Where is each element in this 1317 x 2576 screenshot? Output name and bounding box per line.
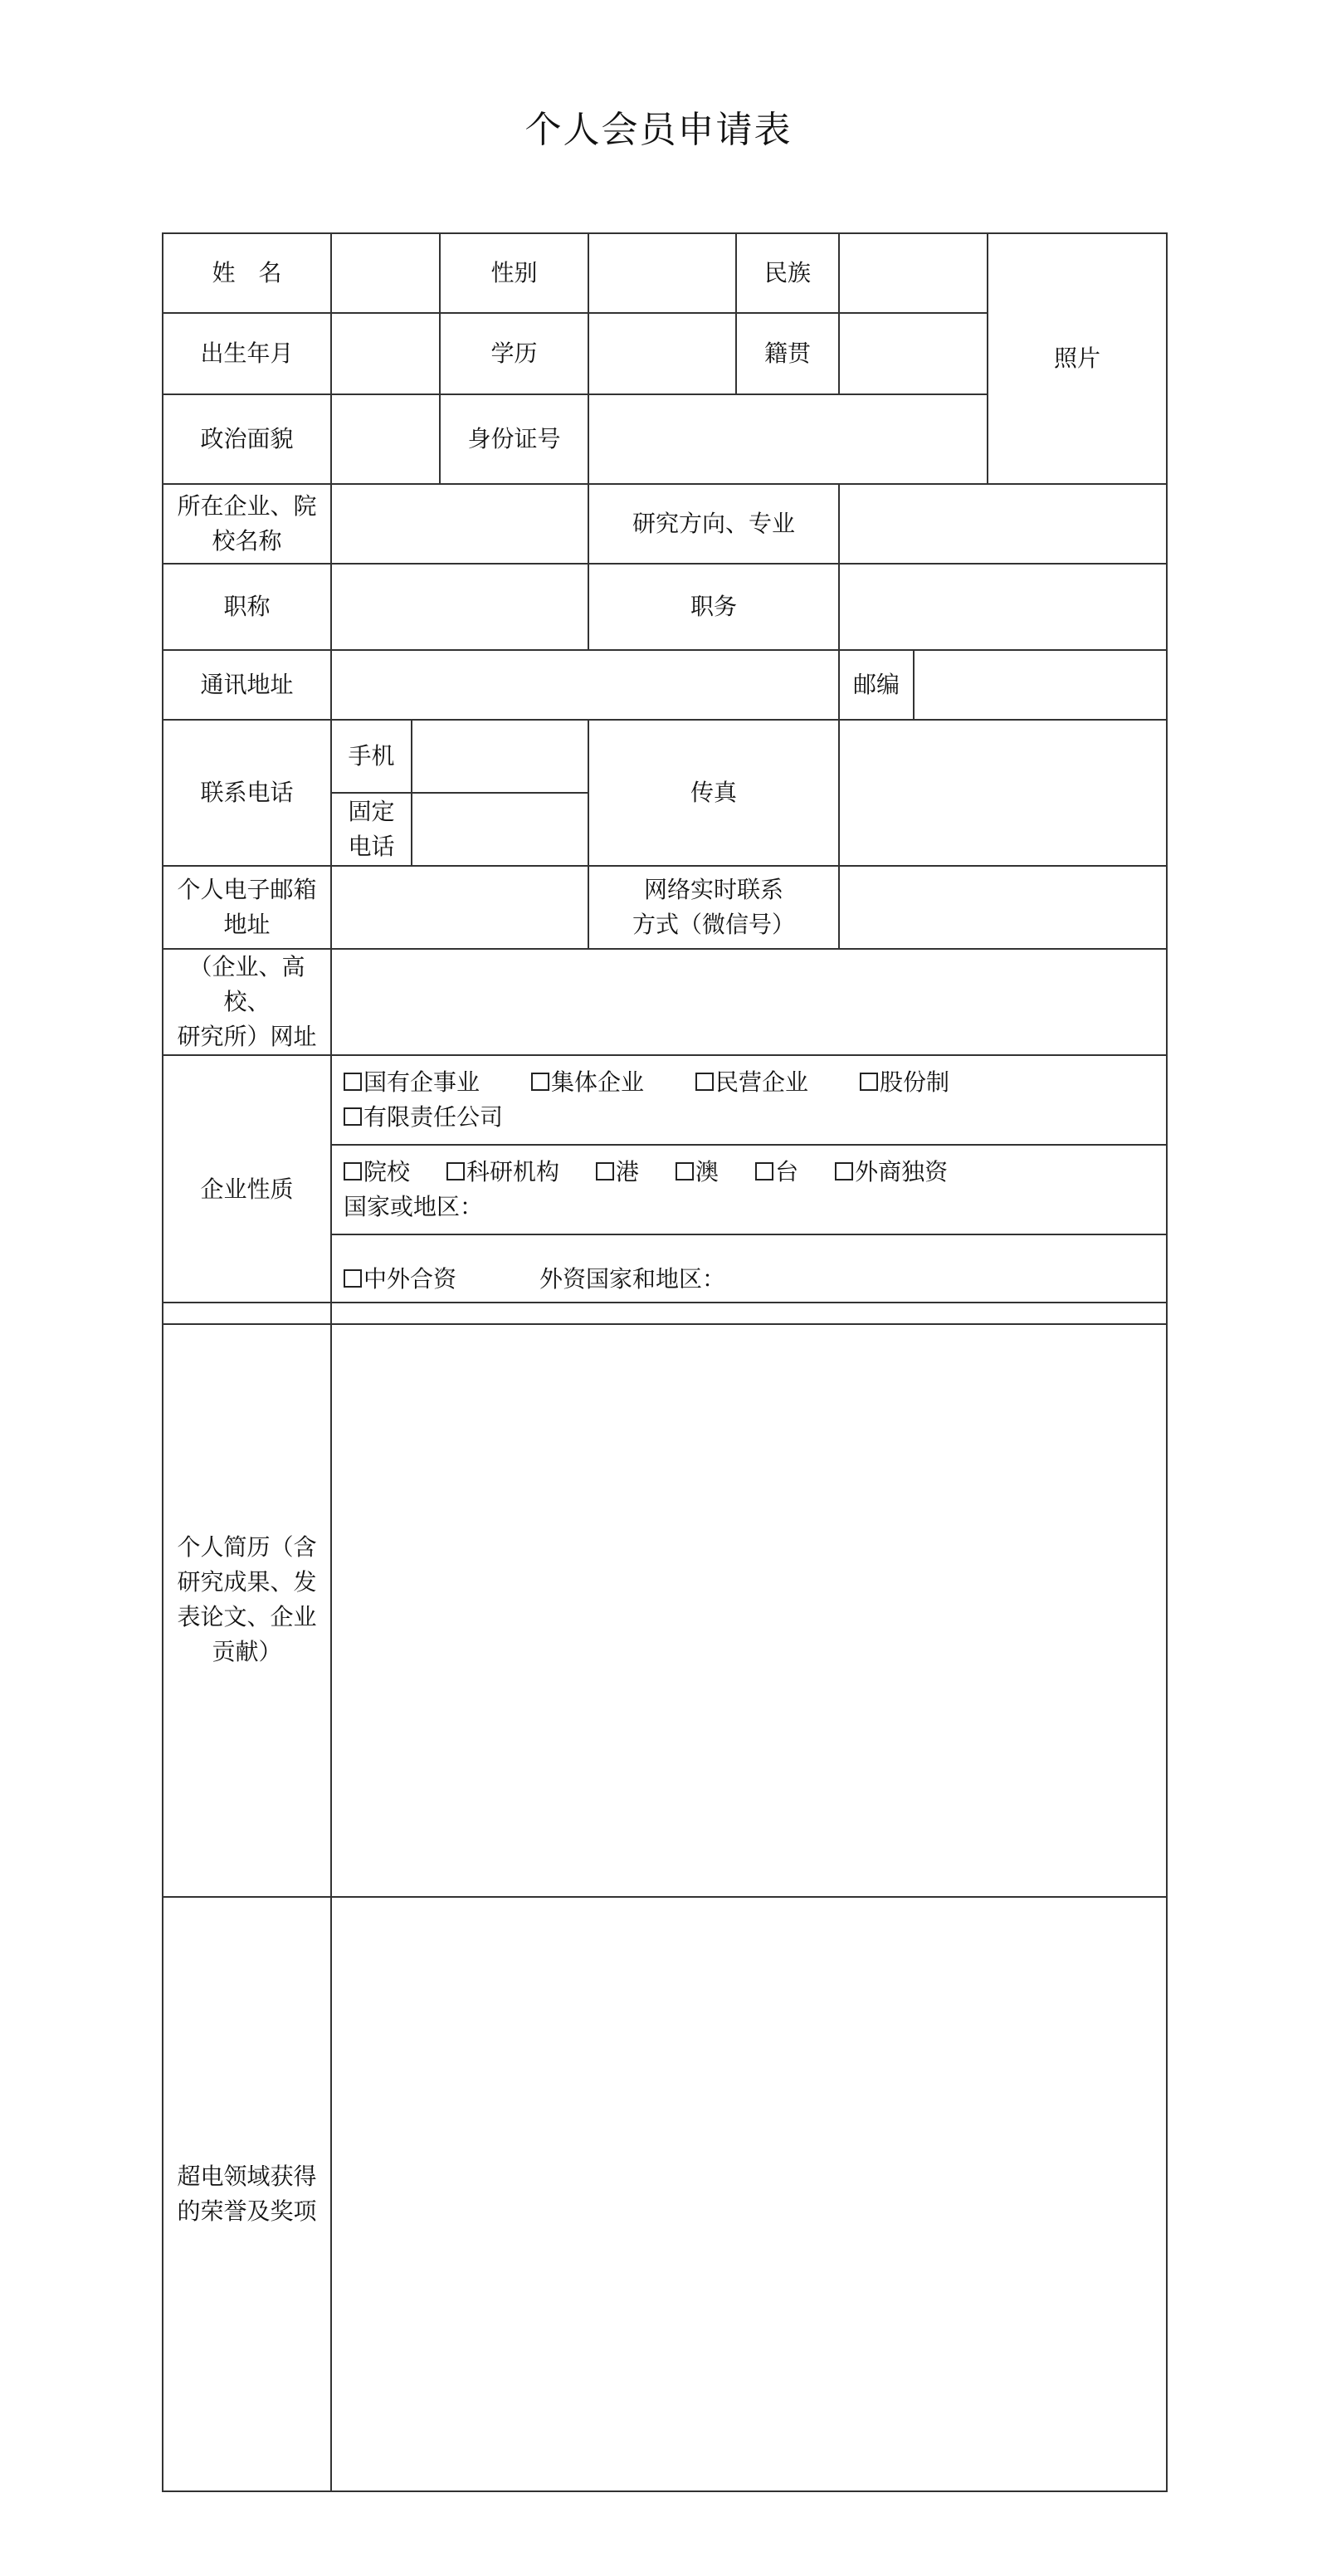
research-label: 研究方向、专业 <box>588 484 839 564</box>
checkbox-icon <box>676 1162 694 1180</box>
org-label <box>163 484 331 564</box>
checkbox-hong-kong[interactable]: 港 <box>596 1155 639 1190</box>
checkbox-limited-liability[interactable]: 有限责任公司 <box>344 1100 503 1135</box>
birth-label: 出生年月 <box>163 313 331 394</box>
birth-field[interactable] <box>331 313 440 394</box>
postcode-label: 邮编 <box>839 650 914 720</box>
resume-label-line2: 研究成果、发 <box>177 1568 317 1596</box>
native-place-field[interactable] <box>839 313 988 394</box>
checkbox-joint-venture[interactable]: 中外合资 <box>344 1262 456 1297</box>
resume-field[interactable] <box>331 1303 1167 1897</box>
checkbox-private[interactable]: 民营企业 <box>695 1065 808 1100</box>
checkbox-icon <box>344 1107 362 1126</box>
org-label-line2: 校名称 <box>212 527 282 555</box>
checkbox-icon <box>860 1073 878 1091</box>
id-number-field[interactable] <box>588 394 988 484</box>
email-label-line1: 个人电子邮箱 <box>177 876 317 903</box>
email-field[interactable] <box>331 866 588 949</box>
honors-field[interactable] <box>331 1897 1167 2491</box>
checkbox-foreign-owned[interactable]: 外商独资 <box>835 1155 948 1190</box>
checkbox-icon <box>531 1073 549 1091</box>
name-field[interactable] <box>331 233 440 313</box>
honors-label-line2: 的荣誉及奖项 <box>177 2197 317 2225</box>
postcode-field[interactable] <box>914 650 1167 720</box>
checkbox-icon <box>755 1162 773 1180</box>
wechat-label-line2: 方式（微信号） <box>632 911 795 938</box>
mobile-field[interactable] <box>412 720 588 793</box>
political-field[interactable] <box>331 394 440 484</box>
fax-field[interactable] <box>839 720 1167 866</box>
org-field[interactable] <box>331 484 588 564</box>
education-label: 学历 <box>440 313 588 394</box>
website-field[interactable] <box>331 949 1167 1055</box>
checkbox-university[interactable]: 院校 <box>344 1155 410 1190</box>
landline-label <box>331 793 412 866</box>
resume-label-line4: 贡献） <box>212 1638 282 1665</box>
landline-field[interactable] <box>412 793 588 866</box>
checkbox-joint-stock[interactable]: 股份制 <box>860 1065 949 1100</box>
position-label: 职务 <box>588 564 839 650</box>
application-form-table <box>162 232 1168 1325</box>
honors-label-line1: 超电领域获得 <box>177 2163 317 2190</box>
mobile-label: 手机 <box>331 720 412 793</box>
page-title: 个人会员申请表 <box>524 109 793 151</box>
checkbox-taiwan[interactable]: 台 <box>755 1155 798 1190</box>
landline-label-line1: 固定 <box>348 798 395 825</box>
title-rank-label: 职称 <box>163 564 331 650</box>
political-label: 政治面貌 <box>163 394 331 484</box>
fax-label: 传真 <box>588 720 839 866</box>
resume-label-line3: 表论文、企业 <box>177 1603 317 1630</box>
checkbox-icon <box>835 1162 853 1180</box>
wechat-field[interactable] <box>839 866 1167 949</box>
nature-options-row2 <box>331 1145 1167 1234</box>
education-field[interactable] <box>588 313 736 394</box>
gender-label: 性别 <box>440 233 588 313</box>
website-label-line1: （企业、高校、 <box>188 953 305 1015</box>
checkbox-icon <box>344 1162 362 1180</box>
position-field[interactable] <box>839 564 1167 650</box>
checkbox-icon <box>695 1073 714 1091</box>
address-field[interactable] <box>331 650 839 720</box>
wechat-label-line1: 网络实时联系 <box>643 876 783 903</box>
gender-field[interactable] <box>588 233 736 313</box>
native-place-label: 籍贯 <box>736 313 839 394</box>
country-region-label: 国家或地区： <box>344 1193 484 1220</box>
checkbox-icon <box>344 1269 362 1288</box>
checkbox-collective[interactable]: 集体企业 <box>531 1065 644 1100</box>
ethnicity-field[interactable] <box>839 233 988 313</box>
phone-label: 联系电话 <box>163 720 331 866</box>
checkbox-icon <box>596 1162 614 1180</box>
website-label <box>163 949 331 1055</box>
address-label: 通讯地址 <box>163 650 331 720</box>
checkbox-macau[interactable]: 澳 <box>676 1155 719 1190</box>
research-field[interactable] <box>839 484 1167 564</box>
foreign-country-label: 外资国家和地区： <box>539 1265 726 1293</box>
nature-options-row1 <box>331 1055 1167 1145</box>
resume-honors-table <box>162 1302 1168 2492</box>
name-label: 姓 名 <box>163 233 331 313</box>
website-label-line2: 研究所）网址 <box>177 1023 317 1050</box>
nature-label: 企业性质 <box>163 1055 331 1324</box>
resume-label <box>163 1303 331 1897</box>
checkbox-research-institute[interactable]: 科研机构 <box>446 1155 559 1190</box>
id-number-label: 身份证号 <box>440 394 588 484</box>
photo-box[interactable]: 照片 <box>988 233 1167 484</box>
checkbox-state-owned[interactable]: 国有企事业 <box>344 1065 480 1100</box>
checkbox-icon <box>446 1162 465 1180</box>
checkbox-icon <box>344 1073 362 1091</box>
email-label-line2: 地址 <box>223 911 271 938</box>
email-label <box>163 866 331 949</box>
honors-label <box>163 1897 331 2491</box>
title-rank-field[interactable] <box>331 564 588 650</box>
wechat-label <box>588 866 839 949</box>
resume-label-line1: 个人简历（含 <box>177 1533 317 1561</box>
ethnicity-label: 民族 <box>736 233 839 313</box>
landline-label-line2: 电话 <box>348 833 395 860</box>
org-label-line1: 所在企业、院 <box>177 492 317 520</box>
